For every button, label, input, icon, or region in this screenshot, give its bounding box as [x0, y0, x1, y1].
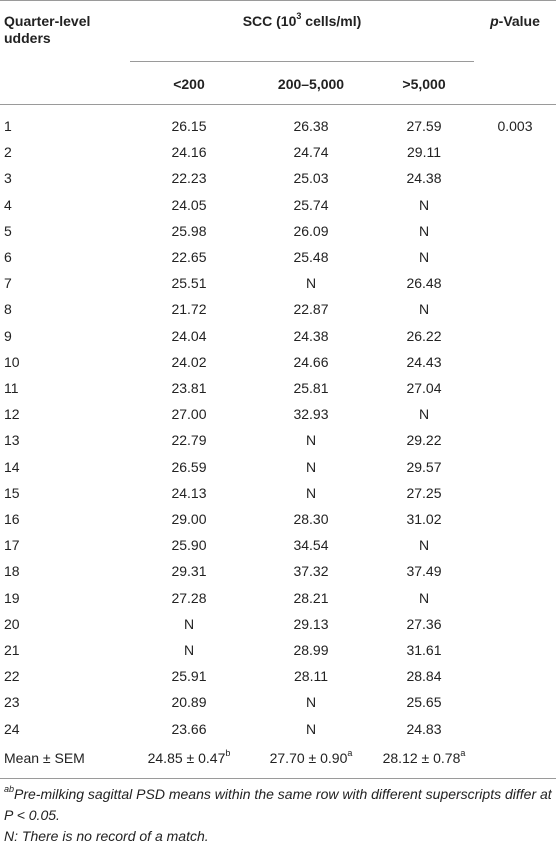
- cell-lt200: 23.81: [171, 380, 207, 396]
- cell-gt5000: N: [418, 406, 430, 422]
- cell-p-value: 0.003: [497, 118, 533, 134]
- row-label: 14: [4, 459, 20, 475]
- row-label: 13: [4, 432, 20, 448]
- cell-gt5000: 26.48: [406, 275, 442, 291]
- row-label: 18: [4, 563, 20, 579]
- header-scc-group: [130, 13, 474, 30]
- mean-gt5000-value: 28.12 ± 0.78: [382, 750, 461, 766]
- row-label: 21: [4, 642, 20, 658]
- cell-gt5000: 24.43: [406, 354, 442, 370]
- group-rule: [130, 61, 474, 62]
- row-label: 10: [4, 354, 20, 370]
- cell-lt200: 22.23: [171, 170, 207, 186]
- cell-lt200: 24.04: [171, 328, 207, 344]
- cell-lt200: N: [183, 642, 195, 658]
- cell-200-5000: 25.48: [293, 249, 329, 265]
- cell-lt200: 26.59: [171, 459, 207, 475]
- cell-lt200: 20.89: [171, 694, 207, 710]
- cell-200-5000: 32.93: [293, 406, 329, 422]
- row-label: 17: [4, 537, 20, 553]
- cell-lt200: 26.15: [171, 118, 207, 134]
- cell-gt5000: 24.83: [406, 721, 442, 737]
- cell-lt200: 22.65: [171, 249, 207, 265]
- cell-lt200: 22.79: [171, 432, 207, 448]
- mean-200-5000-sup: a: [347, 748, 353, 759]
- cell-200-5000: 25.03: [293, 170, 329, 186]
- cell-lt200: 25.91: [171, 668, 207, 684]
- row-label: 4: [4, 197, 12, 213]
- cell-gt5000: N: [418, 223, 430, 239]
- cell-gt5000: N: [418, 197, 430, 213]
- cell-gt5000: N: [418, 249, 430, 265]
- cell-gt5000: 27.25: [406, 485, 442, 501]
- row-label: 15: [4, 485, 20, 501]
- cell-lt200: 25.98: [171, 223, 207, 239]
- subheader-gt5000: >5,000: [402, 76, 446, 92]
- cell-lt200: 24.05: [171, 197, 207, 213]
- row-label: 23: [4, 694, 20, 710]
- cell-gt5000: 29.11: [407, 144, 441, 160]
- cell-gt5000: 29.57: [406, 459, 442, 475]
- footnote-text: Pre-milking sagittal PSD means within the same row with different superscripts differ at P < 0.05.: [4, 786, 552, 823]
- cell-lt200: 27.00: [171, 406, 207, 422]
- header-quarter-level-udders: Quarter-level udders: [4, 13, 91, 46]
- cell-200-5000: 25.74: [293, 197, 329, 213]
- cell-gt5000: 29.22: [406, 432, 442, 448]
- cell-gt5000: 27.59: [406, 118, 442, 134]
- cell-gt5000: N: [418, 590, 430, 606]
- cell-200-5000: 28.21: [293, 590, 329, 606]
- row-label: 19: [4, 590, 20, 606]
- cell-lt200: 24.16: [171, 144, 207, 160]
- cell-200-5000: N: [305, 485, 317, 501]
- cell-lt200: 21.72: [171, 301, 207, 317]
- footnote-sup: ab: [4, 784, 15, 795]
- row-label: 7: [4, 275, 12, 291]
- cell-200-5000: N: [305, 432, 317, 448]
- row-label: 11: [4, 380, 19, 396]
- cell-lt200: 27.28: [171, 590, 207, 606]
- cell-lt200: 29.00: [171, 511, 207, 527]
- header-bottom-rule: [0, 104, 556, 105]
- cell-gt5000: 25.65: [406, 694, 442, 710]
- cell-lt200: N: [183, 616, 195, 632]
- cell-gt5000: N: [418, 537, 430, 553]
- cell-gt5000: 31.02: [406, 511, 442, 527]
- cell-200-5000: 28.99: [293, 642, 329, 658]
- cell-lt200: 25.90: [171, 537, 207, 553]
- top-rule: [0, 0, 556, 1]
- header-scc-sup: 3: [296, 11, 302, 22]
- row-label: 24: [4, 721, 20, 737]
- row-label: 9: [4, 328, 12, 344]
- cell-200-5000: N: [305, 459, 317, 475]
- cell-200-5000: 28.30: [293, 511, 329, 527]
- subheader-lt200: <200: [173, 76, 205, 92]
- cell-200-5000: N: [305, 694, 317, 710]
- bottom-rule: [0, 778, 556, 779]
- row-label: 20: [4, 616, 20, 632]
- row-label: 1: [4, 118, 12, 134]
- footnote-n: N: There is no record of a match.: [4, 828, 209, 844]
- cell-lt200: 23.66: [171, 721, 207, 737]
- cell-200-5000: 26.38: [293, 118, 329, 134]
- row-label: 12: [4, 406, 20, 422]
- header-p-rest: -Value: [498, 13, 540, 29]
- cell-gt5000: 26.22: [406, 328, 442, 344]
- cell-200-5000: 28.11: [294, 668, 328, 684]
- cell-gt5000: N: [418, 301, 430, 317]
- row-label: 8: [4, 301, 12, 317]
- mean-row-lt200: [130, 750, 248, 767]
- header-scc-prefix: SCC (10: [242, 13, 297, 29]
- row-label: 2: [4, 144, 12, 160]
- footnote-superscripts: [4, 784, 552, 826]
- row-label: 5: [4, 223, 12, 239]
- cell-200-5000: 22.87: [293, 301, 329, 317]
- header-p-italic: p: [490, 13, 499, 29]
- mean-row-200-5000: [252, 750, 370, 767]
- mean-200-5000-value: 27.70 ± 0.90: [269, 750, 348, 766]
- cell-gt5000: 27.36: [406, 616, 442, 632]
- cell-lt200: 29.31: [171, 563, 207, 579]
- cell-200-5000: N: [305, 275, 317, 291]
- cell-200-5000: 34.54: [293, 537, 329, 553]
- header-p-value: [480, 13, 550, 30]
- row-label: 16: [4, 511, 20, 527]
- row-label: 6: [4, 249, 12, 265]
- cell-200-5000: N: [305, 721, 317, 737]
- cell-200-5000: 37.32: [293, 563, 329, 579]
- subheader-200-5000: 200–5,000: [277, 76, 345, 92]
- cell-lt200: 24.02: [171, 354, 207, 370]
- cell-200-5000: 24.74: [293, 144, 329, 160]
- cell-gt5000: 27.04: [406, 380, 442, 396]
- mean-row-gt5000: [374, 750, 474, 767]
- row-label: 3: [4, 170, 12, 186]
- cell-gt5000: 31.61: [406, 642, 442, 658]
- cell-gt5000: 24.38: [406, 170, 442, 186]
- header-scc-suffix: cells/ml): [301, 13, 362, 29]
- cell-200-5000: 25.81: [293, 380, 329, 396]
- mean-lt200-sup: b: [225, 748, 231, 759]
- cell-200-5000: 24.66: [293, 354, 329, 370]
- cell-lt200: 24.13: [171, 485, 207, 501]
- cell-200-5000: 29.13: [293, 616, 329, 632]
- mean-lt200-value: 24.85 ± 0.47: [147, 750, 226, 766]
- cell-lt200: 25.51: [171, 275, 207, 291]
- mean-row-label: Mean ± SEM: [4, 750, 85, 766]
- row-label: 22: [4, 668, 20, 684]
- mean-gt5000-sup: a: [460, 748, 466, 759]
- cell-200-5000: 26.09: [293, 223, 329, 239]
- cell-gt5000: 28.84: [406, 668, 442, 684]
- cell-gt5000: 37.49: [406, 563, 442, 579]
- cell-200-5000: 24.38: [293, 328, 329, 344]
